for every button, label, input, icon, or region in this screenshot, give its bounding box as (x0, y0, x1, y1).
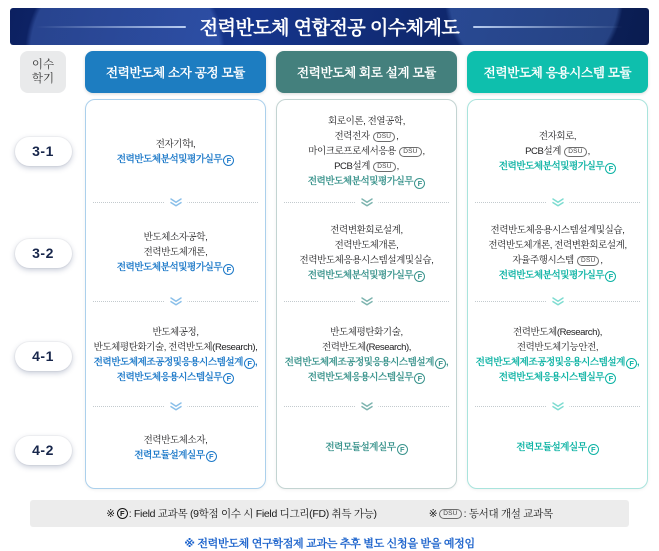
field-course-icon: F (397, 444, 408, 455)
semester-row-3-1 (11, 99, 75, 203)
course-name: 전력반도체기능안전, (516, 341, 599, 353)
field-course-icon: F (414, 178, 425, 189)
course-line (476, 370, 639, 385)
module-header-2: 전력반도체 회로 설계 모듈 (276, 51, 457, 93)
course-line-suffix: , (396, 131, 399, 142)
gutter-header-line2: 학기 (31, 73, 55, 85)
module-header-1: 전력반도체 소자 공정 모듈 (85, 51, 266, 93)
field-course-icon: F (605, 373, 616, 384)
course-name: 전자회로, (538, 131, 577, 142)
curriculum-grid (0, 51, 659, 491)
course-line (308, 174, 425, 189)
course-line (117, 137, 234, 152)
course-name: PCB설계 (334, 161, 373, 172)
course-name: 전력반도체응용시스템실무 (116, 371, 223, 383)
semester-row-4-2 (11, 409, 75, 491)
course-line (308, 144, 425, 159)
field-course-icon: F (588, 444, 599, 455)
course-lines (117, 137, 234, 167)
course-line (94, 325, 258, 340)
course-line (134, 448, 216, 463)
semester-gutter (11, 51, 75, 491)
field-course-icon: F (223, 373, 234, 384)
course-cell-4-2 (468, 407, 647, 488)
course-name: 반도체소자공학, (143, 232, 208, 243)
field-course-icon: F (206, 451, 217, 462)
semester-pill-4-1: 4-1 (15, 342, 72, 371)
course-line (476, 340, 639, 355)
dsu-course-icon: DSU (577, 256, 599, 266)
title-decorative-rule-right (473, 26, 623, 28)
course-name: 반도체평탄화기술, 전력반도체(Research), (93, 341, 258, 353)
course-line (117, 152, 234, 167)
course-lines (308, 114, 425, 189)
course-line (94, 340, 258, 355)
course-name: 전력모듈설계실무 (325, 442, 396, 453)
module-panel-2 (276, 99, 457, 489)
course-name: 전력반도체(Research), (512, 326, 603, 338)
course-name: 전력반도체분석및평가실무 (307, 176, 414, 187)
course-name: 전력반도체분석및평가실무 (498, 161, 605, 172)
footnote-dsu (429, 506, 553, 521)
module-panel-1 (85, 99, 266, 489)
course-line (499, 129, 616, 144)
course-line (285, 355, 448, 370)
course-lines (476, 325, 639, 385)
course-name: 전자기학I, (155, 138, 196, 150)
course-lines (516, 440, 598, 455)
course-lines (134, 433, 216, 463)
course-name: 전력반도체응용시스템설계및실습, (299, 254, 434, 266)
course-line (499, 144, 616, 159)
course-line (488, 268, 626, 283)
semester-pill-3-1: 3-1 (15, 137, 72, 166)
course-cell-4-2 (86, 407, 265, 488)
course-name: 반도체평탄화기술, (330, 326, 403, 338)
dsu-course-icon: DSU (399, 147, 421, 157)
course-name: 전력전자 (334, 131, 372, 142)
course-line-suffix: , (422, 146, 425, 157)
field-course-icon: F (244, 358, 255, 369)
course-name: 회로이론, 전열공학, (328, 116, 405, 127)
course-line (516, 440, 598, 455)
course-line (308, 159, 425, 174)
course-name: 전력반도체분석및평가실무 (498, 269, 605, 281)
course-line (285, 340, 448, 355)
course-line (300, 268, 434, 283)
course-line (300, 223, 434, 238)
field-course-icon: F (435, 358, 446, 369)
module-column-3 (467, 51, 648, 489)
semester-row-3-2 (11, 203, 75, 303)
course-lines (325, 440, 407, 455)
footnote-field (106, 506, 377, 521)
module-header-3: 전력반도체 응용시스템 모듈 (467, 51, 648, 93)
course-name: 전력반도체응용시스템실무 (307, 371, 414, 383)
course-line-suffix: , (636, 356, 640, 368)
footnote-dsu-marker: ※ (428, 507, 438, 520)
field-course-icon: F (223, 155, 234, 166)
course-line-suffix: , (587, 146, 590, 157)
course-line (117, 260, 234, 275)
field-course-icon: F (414, 271, 425, 282)
course-cell-3-2 (277, 203, 456, 302)
course-line (300, 253, 434, 268)
course-name: 전력반도체분석및평가실무 (116, 262, 223, 273)
course-line-suffix: , (445, 356, 449, 368)
field-course-icon: F (605, 163, 616, 174)
field-course-icon: F (626, 358, 637, 369)
dsu-course-icon: DSU (564, 147, 586, 157)
course-name: 전력반도체분석및평가실무 (307, 269, 414, 281)
course-name: 전력반도체응용시스템설계및실습, (490, 224, 625, 236)
course-line (488, 238, 626, 253)
course-name: 전력반도체제조공정및응용시스템설계 (475, 356, 625, 368)
course-line (499, 159, 616, 174)
course-name: 자율주행시스템 (512, 254, 577, 266)
footnote-dsu-text: : 동서대 개설 교과목 (463, 508, 553, 520)
course-name: 전력반도체(Research), (321, 341, 412, 353)
course-name: 전력반도체소자, (143, 434, 208, 446)
course-line-suffix: , (254, 356, 258, 368)
course-line-suffix: , (396, 161, 399, 172)
course-name: 전력모듈설계실무 (134, 449, 205, 461)
course-cell-3-2 (86, 203, 265, 302)
course-lines (285, 325, 448, 385)
course-line (285, 370, 448, 385)
field-course-icon: F (414, 373, 425, 384)
course-name: 전력변환회로설계, (330, 224, 403, 236)
course-name: 전력반도체개론, (143, 247, 208, 258)
footnote-research-credit: ※ 전력반도체 연구학점제 교과는 추후 별도 신청을 받을 예정임 (184, 538, 475, 550)
dsu-course-icon: DSU (439, 509, 461, 519)
semester-pill-3-2: 3-2 (15, 239, 72, 268)
course-name: 전력반도체제조공정및응용시스템설계 (93, 356, 243, 368)
course-line (134, 433, 216, 448)
course-line-suffix: , (600, 254, 603, 266)
field-course-icon: F (117, 508, 128, 519)
course-name: PCB설계 (525, 146, 564, 157)
module-column-1 (85, 51, 266, 489)
gutter-header-line1: 이수 (31, 58, 55, 71)
footnote-field-marker: ※ (106, 507, 115, 520)
page-title: 전력반도체 연합전공 이수체계도 (199, 18, 460, 39)
semester-pill-4-2: 4-2 (15, 436, 72, 465)
course-cell-3-1 (468, 100, 647, 203)
module-column-2 (276, 51, 457, 489)
field-course-icon: F (223, 264, 234, 275)
semester-row-4-1 (11, 303, 75, 409)
course-line (117, 230, 234, 245)
course-line (308, 114, 425, 129)
field-course-icon: F (605, 271, 616, 282)
course-lines (117, 230, 234, 275)
course-line (308, 129, 425, 144)
course-line (488, 253, 626, 268)
course-line (476, 325, 639, 340)
course-name: 전력반도체개론, 전력변환회로설계, (488, 239, 627, 251)
course-name: 반도체공정, (152, 326, 199, 338)
course-lines (488, 223, 626, 283)
course-line (94, 355, 258, 370)
course-name: 전력반도체개론, (334, 239, 399, 251)
course-cell-4-1 (468, 302, 647, 407)
course-cell-4-1 (86, 302, 265, 407)
course-lines (499, 129, 616, 174)
course-line (325, 440, 407, 455)
title-decorative-rule-left (36, 26, 186, 28)
course-cell-3-1 (86, 100, 265, 203)
course-lines (94, 325, 258, 385)
course-lines (300, 223, 434, 283)
course-cell-3-2 (468, 203, 647, 302)
footnote-bar (30, 500, 629, 527)
page-title-bar (10, 8, 649, 45)
course-name: 전력반도체분석및평가실무 (116, 153, 223, 165)
dsu-course-icon: DSU (373, 162, 395, 172)
module-panel-3 (467, 99, 648, 489)
course-name: 전력반도체제조공정및응용시스템설계 (284, 356, 434, 368)
course-line (488, 223, 626, 238)
semester-gutter-header (20, 51, 66, 93)
course-line (94, 370, 258, 385)
footnote-field-text: : Field 교과목 (9학점 이수 시 Field 디그리(FD) 취득 가능) (128, 508, 377, 520)
course-cell-4-1 (277, 302, 456, 407)
dsu-course-icon: DSU (373, 132, 395, 142)
course-name: 전력반도체응용시스템실무 (498, 371, 605, 383)
course-name: 전력모듈설계실무 (516, 442, 587, 453)
course-line (476, 355, 639, 370)
course-cell-4-2 (277, 407, 456, 488)
course-line (285, 325, 448, 340)
course-line (117, 245, 234, 260)
course-line (300, 238, 434, 253)
course-name: 마이크로프로세서응용 (308, 146, 399, 157)
course-cell-3-1 (277, 100, 456, 203)
